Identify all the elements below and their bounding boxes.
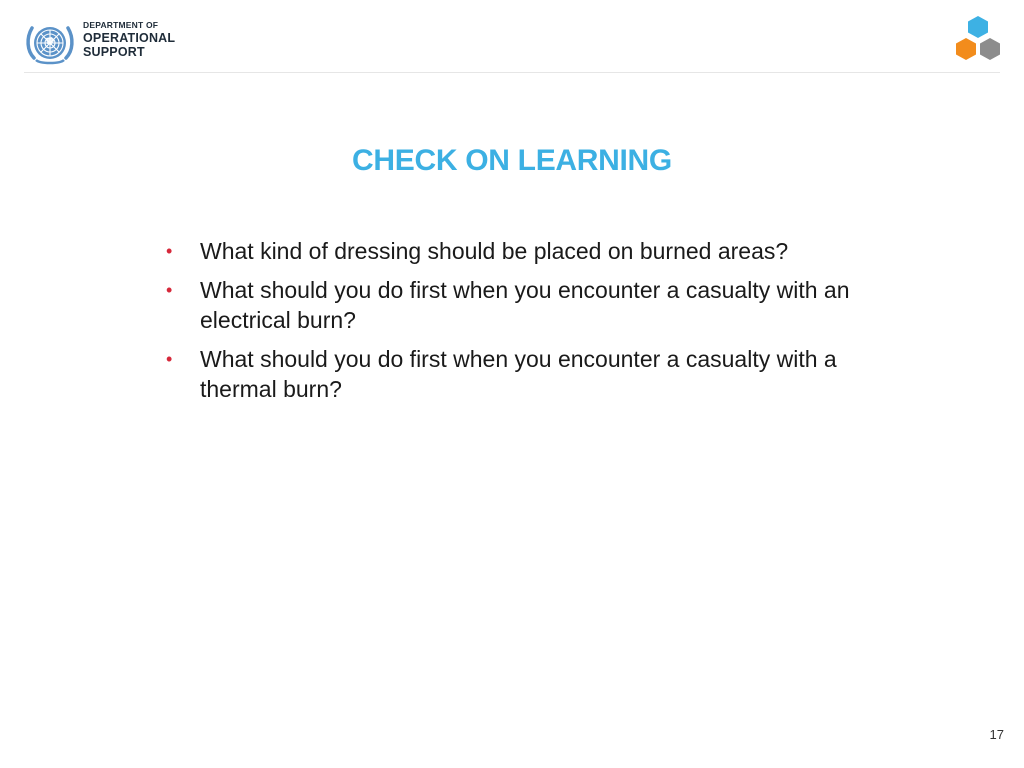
list-item — [160, 275, 880, 336]
slide-title: CHECK ON LEARNING — [352, 144, 672, 177]
list-item — [160, 344, 880, 405]
bullet-icon: • — [166, 241, 173, 261]
department-label: DEPARTMENT OF — [83, 20, 159, 30]
hexagon-gray — [980, 38, 1000, 60]
question-text: What should you do first when you encounter a casualty with a thermal burn? — [200, 345, 837, 402]
un-emblem-icon — [24, 18, 76, 68]
hexagon-cluster-icon — [952, 14, 1004, 68]
question-text: What kind of dressing should be placed on burned areas? — [200, 238, 789, 264]
hexagon-orange — [956, 38, 976, 60]
question-list — [160, 236, 880, 413]
page-number: 17 — [989, 727, 1004, 742]
slide-header — [0, 0, 1024, 72]
department-wordmark — [83, 21, 175, 59]
department-name-line1: OPERATIONAL — [83, 30, 176, 45]
bullet-icon: • — [166, 279, 173, 300]
question-text: What should you do first when you encounter a casualty with an electrical burn? — [200, 276, 850, 333]
hexagon-blue — [968, 16, 988, 38]
list-item — [160, 236, 880, 267]
header-divider — [24, 72, 1000, 73]
bullet-icon: • — [166, 348, 173, 369]
department-name-line2: SUPPORT — [83, 45, 145, 59]
